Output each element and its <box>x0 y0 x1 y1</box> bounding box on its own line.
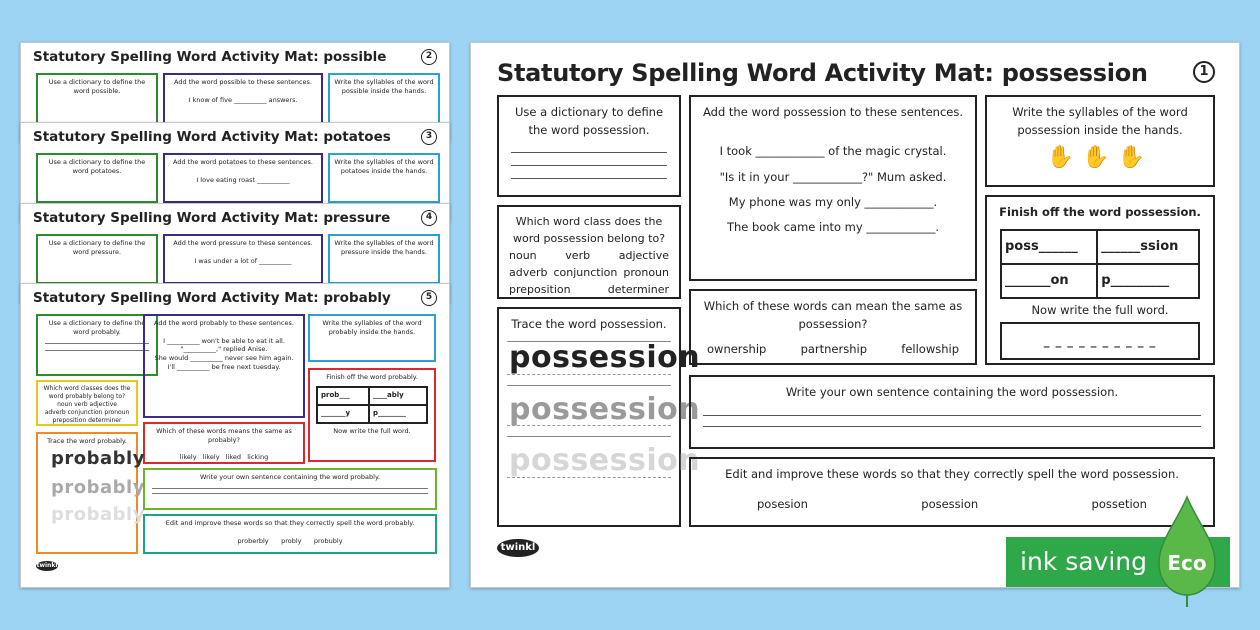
class-option: pronoun <box>623 266 669 280</box>
eco-text: Eco <box>1167 551 1207 575</box>
edit-box <box>689 457 1215 527</box>
sheet-probably <box>20 283 450 588</box>
define-text: Use a dictionary to define the word pressure. <box>48 239 146 256</box>
edit-option: posesion <box>757 497 808 512</box>
sentence-4: I'll __________ be free next tuesday. <box>167 362 281 371</box>
page-title: Statutory Spelling Word Activity Mat: possession <box>497 59 1148 87</box>
finish-heading: Finish off the word possession. <box>999 205 1201 219</box>
sheet-number: 5 <box>421 290 437 306</box>
sentence-heading: Add the word possible to these sentences. <box>173 78 312 86</box>
sheet-title: Statutory Spelling Word Activity Mat: pressure <box>33 210 391 226</box>
trace-word-light: probably <box>51 503 145 525</box>
class-option: verb <box>74 401 88 409</box>
sheet-title: Statutory Spelling Word Activity Mat: probably <box>33 290 391 306</box>
sheet-number: 4 <box>421 210 437 226</box>
eco-leaf-icon <box>1155 495 1219 607</box>
grid-cell: poss______ <box>1001 230 1097 264</box>
class-option: adverb <box>44 409 66 417</box>
means-option: liked <box>225 453 242 462</box>
sentence-box <box>143 314 305 418</box>
sentence-box <box>689 95 977 281</box>
means-option: licking <box>247 453 269 462</box>
sheet-title: Statutory Spelling Word Activity Mat: potatoes <box>33 129 391 145</box>
define-text: Use a dictionary to define the word potatoes. <box>48 158 146 175</box>
define-box <box>36 314 158 376</box>
own-sentence-text: Write your own sentence containing the word possession. <box>785 385 1119 399</box>
sentence-heading: Add the word pressure to these sentences. <box>173 239 313 247</box>
class-option: preposition <box>509 283 571 297</box>
class-option: preposition <box>52 417 87 425</box>
twinkl-logo: twinkl <box>36 562 58 569</box>
means-option: partnership <box>800 341 868 356</box>
finish-heading: Finish off the word probably. <box>326 373 418 381</box>
sentence-box <box>163 234 323 284</box>
ink-saving-text: ink saving <box>1020 547 1148 576</box>
grid-cell: _______on <box>1001 264 1097 298</box>
class-option: conjunction <box>67 409 103 417</box>
grid-cell: ______ssion <box>1097 230 1199 264</box>
edit-option: possetion <box>1091 497 1147 512</box>
word-class-box <box>36 380 138 426</box>
sentence-1: I was under a lot of __________ <box>194 256 292 265</box>
trace-heading: Trace the word probably. <box>47 437 127 445</box>
word-class-question: Which word class does the word possession belong to? <box>512 215 666 246</box>
syllable-text: Write the syllables of the word potatoes inside the hands. <box>334 158 434 175</box>
define-box <box>36 234 158 284</box>
define-text: Use a dictionary to define the word possession. <box>514 105 664 138</box>
trace-word-mid: possession <box>509 391 701 427</box>
syllable-box <box>985 95 1215 187</box>
sheet-number: 3 <box>421 129 437 145</box>
grid-cell: prob___ <box>317 387 369 405</box>
syllable-box <box>328 153 440 203</box>
means-option: likely <box>202 453 220 462</box>
sentence-3: My phone was my only ____________. <box>728 194 938 209</box>
edit-box <box>143 514 437 554</box>
define-box <box>36 153 158 203</box>
grid-cell: _______y <box>317 405 369 423</box>
edit-option: proberbly <box>237 536 269 545</box>
syllable-text: Write the syllables of the word possible inside the hands. <box>334 78 434 95</box>
hands-icon: ✋✋✋ <box>1046 144 1154 170</box>
finish-box <box>308 368 436 462</box>
sentence-2: "__________," replied Anise. <box>180 345 268 354</box>
class-option: noun <box>57 401 73 409</box>
means-option: fellowship <box>901 341 959 356</box>
sheet-number: 1 <box>1193 61 1215 83</box>
trace-box <box>497 307 701 527</box>
trace-box <box>36 432 145 554</box>
means-box <box>689 289 977 365</box>
twinkl-logo: twinkl <box>497 539 539 557</box>
own-sentence-box <box>143 468 437 510</box>
syllable-text: Write the syllables of the word pressure inside the hands. <box>334 239 434 256</box>
full-word-label: Now write the full word. <box>333 426 411 435</box>
full-word-field[interactable]: _ _ _ _ _ _ _ _ _ _ <box>1000 322 1200 360</box>
sentence-1: I __________ won't be able to eat it all. <box>163 336 285 345</box>
finish-grid <box>316 386 428 424</box>
edit-option: probubly <box>313 536 343 545</box>
class-option: adjective <box>89 401 117 409</box>
edit-option: posession <box>921 497 979 512</box>
trace-heading: Trace the word possession. <box>511 317 667 331</box>
edit-option: probly <box>281 536 302 545</box>
trace-word-mid: probably <box>51 476 145 498</box>
sentence-heading: Add the word potatoes to these sentences. <box>173 158 313 166</box>
trace-word-dark: probably <box>51 447 145 469</box>
sentence-1: I know of five __________ answers. <box>188 95 298 104</box>
grid-cell: ____ably <box>369 387 427 405</box>
sentence-heading: Add the word probably to these sentences. <box>154 319 294 327</box>
trace-word-light: possession <box>509 443 701 479</box>
sentence-box <box>163 153 323 203</box>
define-text: Use a dictionary to define the word probably. <box>48 319 146 336</box>
sentence-1: I took ____________ of the magic crystal. <box>719 144 947 159</box>
trace-word-dark: possession <box>509 340 701 376</box>
syllable-text: Write the syllables of the word probably inside the hands. <box>322 319 422 336</box>
edit-text: Edit and improve these words so that they correctly spell the word probably. <box>165 519 415 527</box>
class-option: determiner <box>88 417 122 425</box>
sentence-1: I love eating roast __________ <box>196 175 290 184</box>
syllable-box <box>308 314 436 362</box>
syllable-text: Write the syllables of the word possession inside the hands. <box>1012 105 1188 138</box>
finish-box <box>985 195 1215 365</box>
edit-text: Edit and improve these words so that they correctly spell the word possession. <box>725 467 1179 481</box>
sheet-title: Statutory Spelling Word Activity Mat: possible <box>33 49 387 65</box>
class-option: pronoun <box>104 409 130 417</box>
means-question: Which of these words can mean the same as possession? <box>703 299 963 332</box>
class-option: verb <box>565 249 591 263</box>
define-text: Use a dictionary to define the word possible. <box>48 78 146 95</box>
syllable-box <box>328 234 440 284</box>
own-sentence-box <box>689 375 1215 449</box>
sheet-possession <box>470 42 1240 588</box>
class-option: adjective <box>618 249 669 263</box>
means-question: Which of these words means the same as probably? <box>156 427 292 444</box>
means-box <box>143 422 305 464</box>
sentence-4: The book came into my ____________. <box>726 220 940 235</box>
means-option: ownership <box>707 341 767 356</box>
word-class-box <box>497 205 681 299</box>
class-option: noun <box>509 249 537 263</box>
define-box <box>497 95 681 197</box>
class-option: conjunction <box>553 266 618 280</box>
grid-cell: p________ <box>369 405 427 423</box>
finish-grid <box>1000 229 1200 299</box>
class-option: determiner <box>607 283 669 297</box>
sentence-heading: Add the word possession to these sentences. <box>703 105 963 119</box>
sentence-3: She would __________ never see him again. <box>154 354 294 363</box>
grid-cell: p_________ <box>1097 264 1199 298</box>
full-word-label: Now write the full word. <box>1031 303 1169 318</box>
word-class-question: Which word classes does the word probably belong to? <box>43 385 131 401</box>
class-option: adverb <box>509 266 548 280</box>
means-option: likely <box>179 453 197 462</box>
sentence-2: "Is it in your ____________?" Mum asked. <box>719 169 947 184</box>
own-sentence-text: Write your own sentence containing the word probably. <box>200 473 380 481</box>
sheet-number: 2 <box>421 49 437 65</box>
